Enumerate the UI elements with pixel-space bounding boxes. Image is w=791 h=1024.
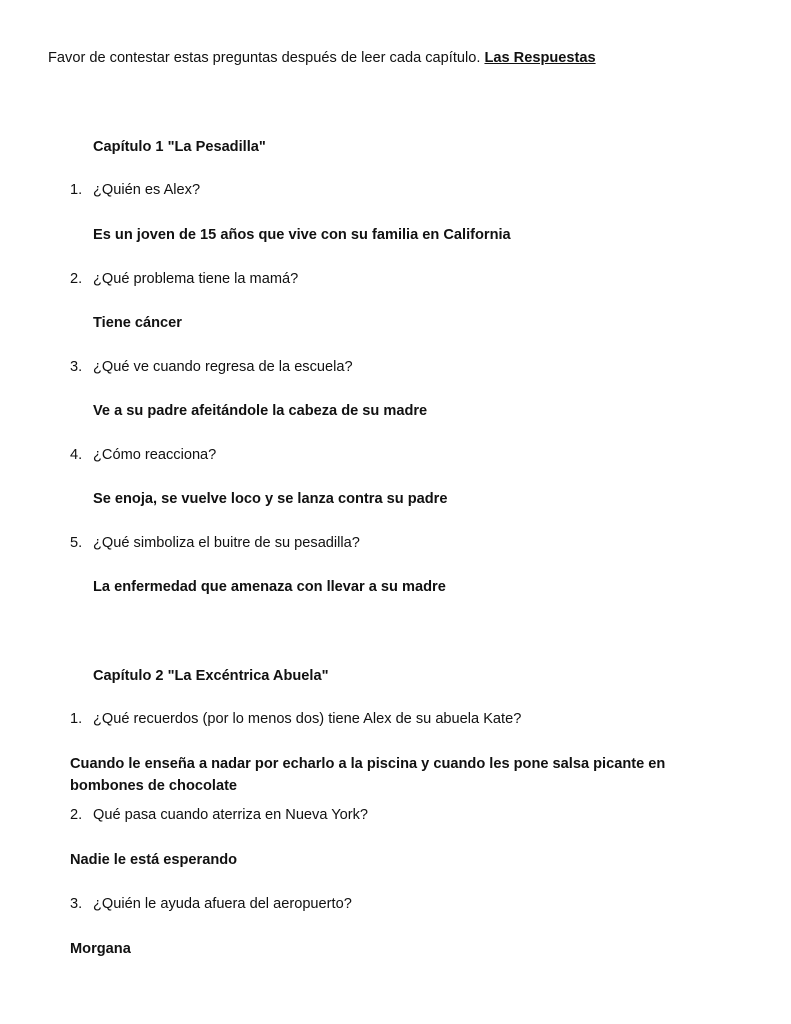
question: ¿Quién es Alex? xyxy=(93,182,201,198)
header-line xyxy=(48,48,596,68)
question: ¿Qué ve cuando regresa de la escuela? xyxy=(93,359,353,375)
answer: Se enoja, se vuelve loco y se lanza contra su padre xyxy=(93,491,448,507)
question-number: 3. xyxy=(70,896,83,912)
answers-link[interactable]: Las Respuestas xyxy=(484,50,596,66)
answer: Es un joven de 15 años que vive con su familia en California xyxy=(93,227,511,243)
question: ¿Qué simboliza el buitre de su pesadilla? xyxy=(93,535,360,551)
question-number: 5. xyxy=(70,535,83,551)
instruction-text: Favor de contestar estas preguntas después de leer cada capítulo. xyxy=(48,50,481,66)
question-number: 1. xyxy=(70,182,83,198)
question: ¿Cómo reacciona? xyxy=(93,447,217,463)
answer: La enfermedad que amenaza con llevar a su madre xyxy=(93,579,446,595)
question: ¿Qué recuerdos (por lo menos dos) tiene Alex de su abuela Kate? xyxy=(93,711,522,727)
question: Qué pasa cuando aterriza en Nueva York? xyxy=(93,807,369,823)
question-number: 2. xyxy=(70,807,83,823)
answer: Nadie le está esperando xyxy=(70,852,238,868)
question-number: 2. xyxy=(70,271,83,287)
chapter-1-title: Capítulo 1 "La Pesadilla" xyxy=(93,139,266,155)
answer: Tiene cáncer xyxy=(93,315,182,331)
question: ¿Quién le ayuda afuera del aeropuerto? xyxy=(93,896,352,912)
chapter-2-title: Capítulo 2 "La Excéntrica Abuela" xyxy=(93,668,329,684)
question-number: 1. xyxy=(70,711,83,727)
question-number: 4. xyxy=(70,447,83,463)
answer: Morgana xyxy=(70,941,131,957)
answer: Ve a su padre afeitándole la cabeza de su madre xyxy=(93,403,428,419)
answer-continued: bombones de chocolate xyxy=(70,778,238,794)
question: ¿Qué problema tiene la mamá? xyxy=(93,271,299,287)
question-number: 3. xyxy=(70,359,83,375)
answer: Cuando le enseña a nadar por echarlo a la piscina y cuando les pone salsa picante en xyxy=(70,756,666,772)
